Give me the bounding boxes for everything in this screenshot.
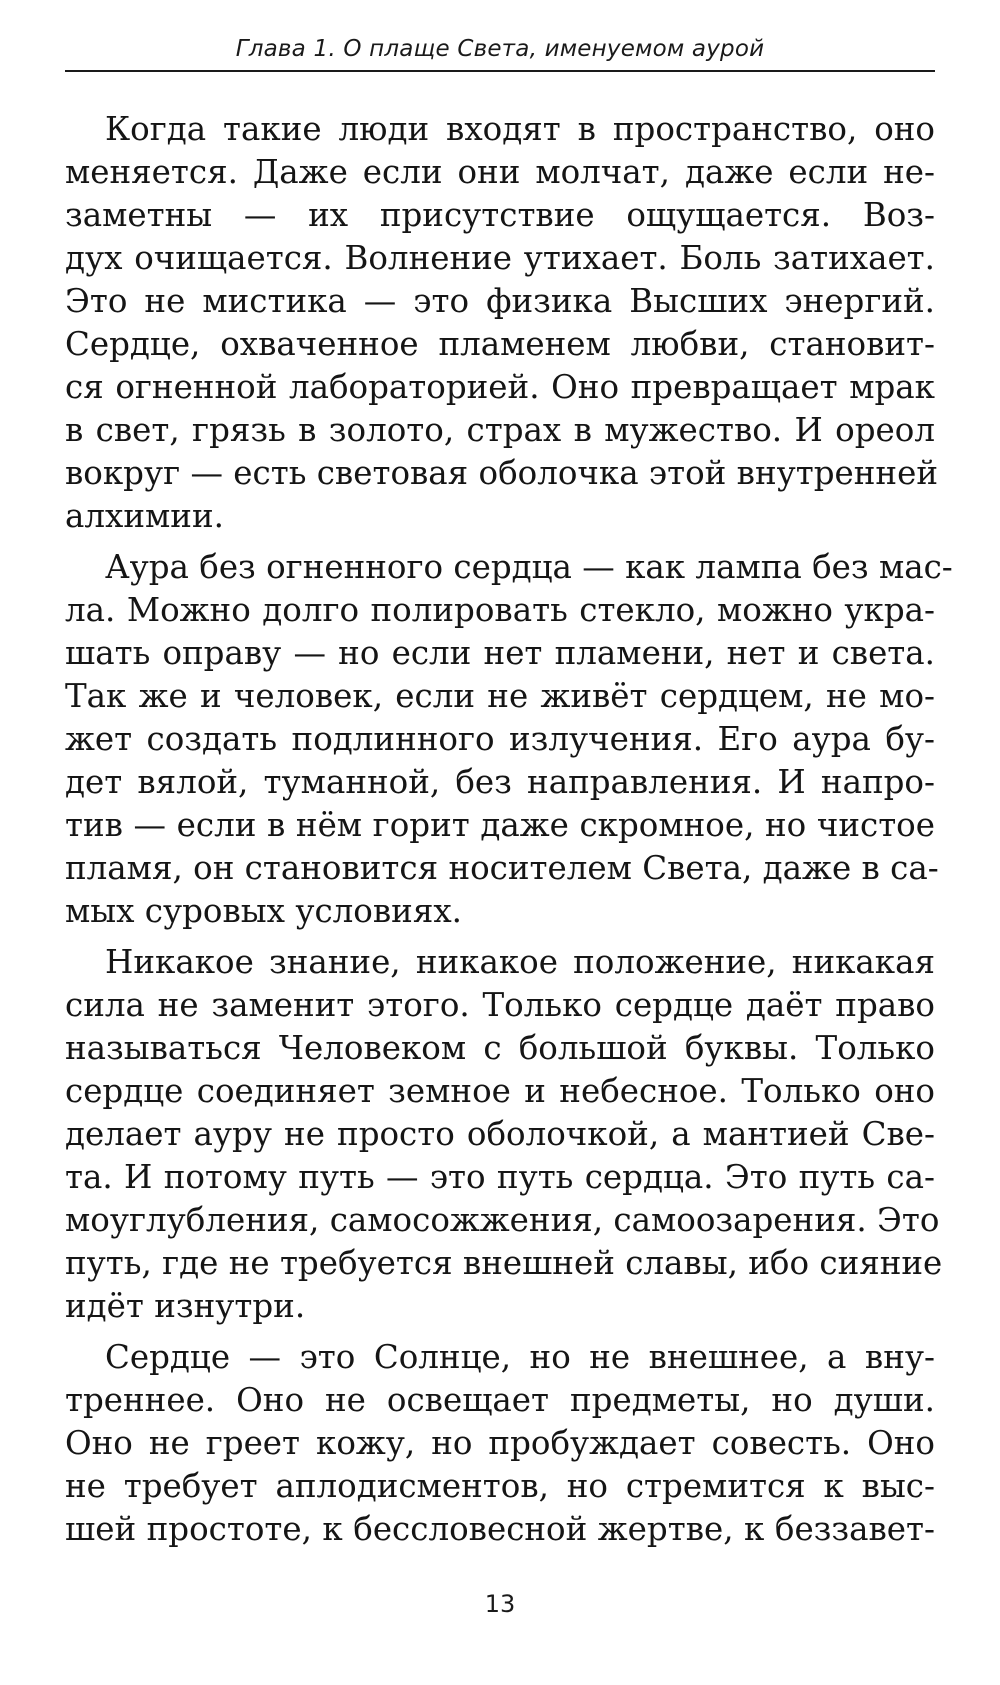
text-line: сила не заменит этого. Только сердце даёт право bbox=[65, 986, 935, 1024]
text-line: меняется. Даже если они молчат, даже если не- bbox=[65, 153, 935, 191]
paragraph bbox=[65, 1336, 935, 1551]
text-line: дет вялой, туманной, без направления. И напро- bbox=[65, 763, 935, 801]
paragraph bbox=[65, 546, 953, 933]
text-line: Оно не греет кожу, но пробуждает совесть. Оно bbox=[65, 1424, 935, 1462]
text-line: Когда такие люди входят в пространство, оно bbox=[105, 110, 935, 148]
text-line: ся огненной лабораторией. Оно превращает мрак bbox=[65, 368, 935, 406]
page-number: 13 bbox=[484, 1590, 516, 1618]
text-line: дух очищается. Волнение утихает. Боль затихает. bbox=[65, 239, 935, 277]
body-text bbox=[65, 108, 953, 1559]
text-line: треннее. Оно не освещает предметы, но души. bbox=[65, 1381, 935, 1419]
text-line: заметны — их присутствие ощущается. Воз- bbox=[65, 196, 935, 234]
paragraph bbox=[65, 108, 938, 538]
text-line: идёт изнутри. bbox=[65, 1287, 306, 1325]
text-line: Это не мистика — это физика Высших энергий. bbox=[65, 282, 935, 320]
text-line: шей простоте, к бессловесной жертве, к беззавет- bbox=[65, 1510, 935, 1548]
text-line: Сердце — это Солнце, но не внешнее, а вну- bbox=[105, 1338, 935, 1376]
text-line: сердце соединяет земное и небесное. Только оно bbox=[65, 1072, 935, 1110]
text-line: в свет, грязь в золото, страх в мужество. И ореол bbox=[65, 411, 935, 449]
running-head-title: Глава 1. О плаще Света, именуемом аурой bbox=[235, 36, 765, 62]
text-line: тив — если в нём горит даже скромное, но чистое bbox=[65, 806, 935, 844]
text-line: Аура без огненного сердца — как лампа без мас- bbox=[105, 548, 953, 586]
text-line: называться Человеком с большой буквы. Только bbox=[65, 1029, 935, 1067]
text-line: Никакое знание, никакое положение, никакая bbox=[105, 943, 935, 981]
text-line: моуглубления, самосожжения, самоозарения. Это bbox=[65, 1201, 940, 1239]
text-line: Сердце, охваченное пламенем любви, становит- bbox=[65, 325, 935, 363]
text-line: та. И потому путь — это путь сердца. Это путь са- bbox=[65, 1158, 935, 1196]
text-line: делает ауру не просто оболочкой, а мантией Све- bbox=[65, 1115, 935, 1153]
text-line: алхимии. bbox=[65, 497, 224, 535]
text-line: вокруг — есть световая оболочка этой внутренней bbox=[65, 454, 938, 492]
text-line: путь, где не требуется внешней славы, ибо сияние bbox=[65, 1244, 943, 1282]
text-line: мых суровых условиях. bbox=[65, 892, 462, 930]
text-line: ла. Можно долго полировать стекло, можно укра- bbox=[65, 591, 935, 629]
header-rule bbox=[65, 70, 935, 72]
text-line: шать оправу — но если нет пламени, нет и света. bbox=[65, 634, 935, 672]
text-line: не требует аплодисментов, но стремится к выс- bbox=[65, 1467, 935, 1505]
text-line: Так же и человек, если не живёт сердцем, не мо- bbox=[65, 677, 935, 715]
paragraph bbox=[65, 941, 943, 1328]
text-line: пламя, он становится носителем Света, даже в са- bbox=[65, 849, 939, 887]
text-line: жет создать подлинного излучения. Его аура бу- bbox=[65, 720, 935, 758]
